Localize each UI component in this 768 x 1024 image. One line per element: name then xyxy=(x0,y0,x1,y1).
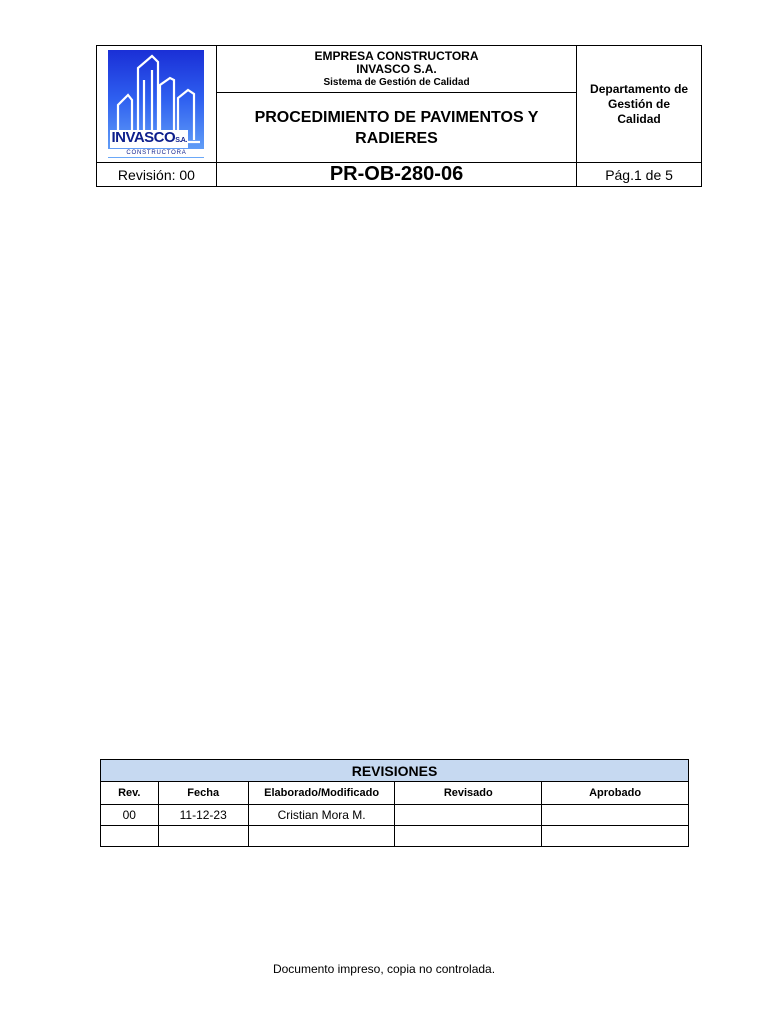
logo-cell xyxy=(97,46,217,163)
company-name-line2: INVASCO S.A. xyxy=(356,61,437,76)
logo-brand-text: INVASCOS.A. xyxy=(111,129,187,146)
title-line2: RADIERES xyxy=(355,129,438,147)
revision-number: Revisión: 00 xyxy=(97,163,217,187)
col-elaborado: Elaborado/Modificado xyxy=(248,782,395,805)
department-cell xyxy=(577,46,702,163)
document-header xyxy=(96,45,702,187)
document-title xyxy=(216,93,576,163)
department-line2: Gestión de xyxy=(608,96,671,111)
table-row xyxy=(101,805,689,826)
revisions-title: REVISIONES xyxy=(101,760,689,782)
page-number: Pág.1 de 5 xyxy=(577,163,702,187)
revisions-table xyxy=(100,759,689,847)
quality-system: Sistema de Gestión de Calidad xyxy=(323,76,470,88)
footer-note: Documento impreso, copia no controlada. xyxy=(272,962,496,976)
company-logo xyxy=(108,50,204,158)
cell-revisado xyxy=(395,826,542,847)
logo-subtitle: CONSTRUCTORA xyxy=(108,149,204,157)
company-name-line1: EMPRESA CONSTRUCTORA xyxy=(314,48,479,63)
col-rev: Rev. xyxy=(101,782,159,805)
cell-rev: 00 xyxy=(101,805,159,826)
col-fecha: Fecha xyxy=(158,782,248,805)
table-row xyxy=(101,826,689,847)
revisions-header-row xyxy=(101,782,689,805)
col-aprobado: Aprobado xyxy=(542,782,689,805)
title-line1: PROCEDIMIENTO DE PAVIMENTOS Y xyxy=(254,108,539,126)
company-cell xyxy=(216,46,576,93)
cell-elaborado xyxy=(248,826,395,847)
department-line3: Calidad xyxy=(617,111,661,126)
cell-elaborado: Cristian Mora M. xyxy=(248,805,395,826)
department-line1: Departamento de xyxy=(590,81,689,96)
cell-rev xyxy=(101,826,159,847)
cell-aprobado xyxy=(542,826,689,847)
cell-fecha: 11-12-23 xyxy=(158,805,248,826)
cell-aprobado xyxy=(542,805,689,826)
cell-fecha xyxy=(158,826,248,847)
col-revisado: Revisado xyxy=(395,782,542,805)
cell-revisado xyxy=(395,805,542,826)
document-code: PR-OB-280-06 xyxy=(216,163,576,187)
